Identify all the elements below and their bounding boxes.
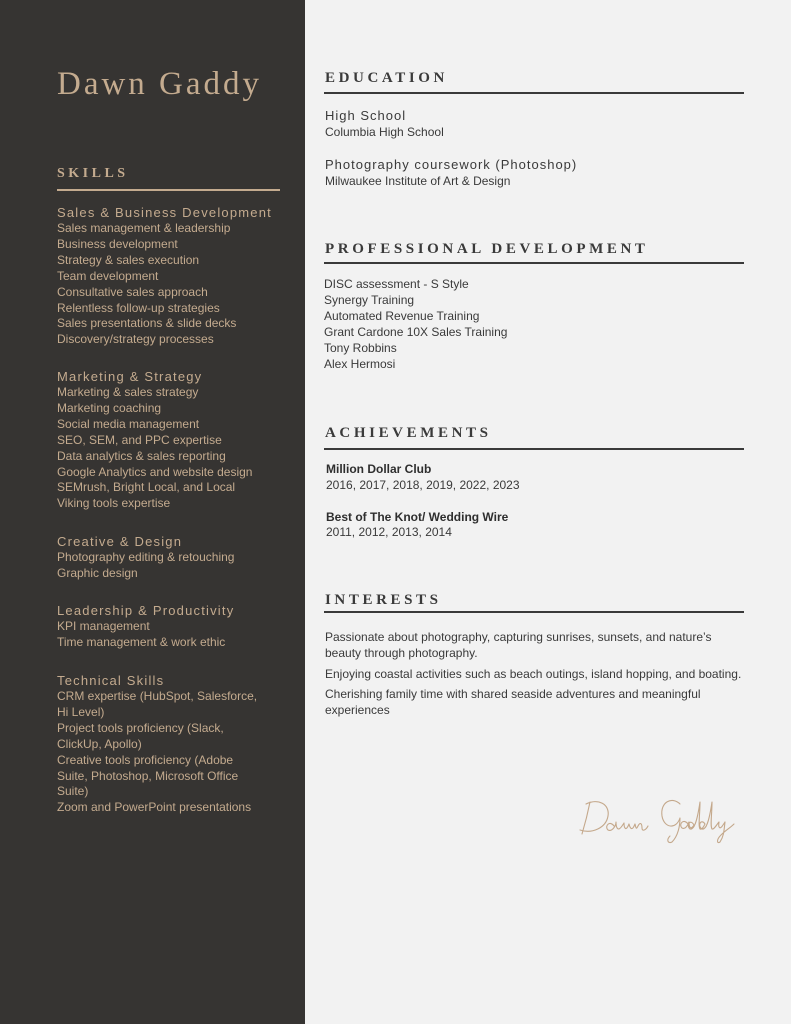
skill-item: Suite, Photoshop, Microsoft Office <box>57 768 239 783</box>
skill-item: SEO, SEM, and PPC expertise <box>57 432 222 447</box>
professional-development-list <box>324 277 507 372</box>
skills-divider <box>57 189 280 191</box>
skill-item: Zoom and PowerPoint presentations <box>57 800 252 815</box>
list-item: Alex Hermosi <box>324 356 396 371</box>
signature-icon <box>576 790 741 845</box>
education-entry-title: High School <box>325 108 407 123</box>
skill-item: Creative tools proficiency (Adobe <box>57 752 234 767</box>
skill-item: Google Analytics and website design <box>57 464 253 479</box>
education-entry-title: Photography coursework (Photoshop) <box>325 157 578 172</box>
skill-item: SEMrush, Bright Local, and Local <box>57 480 236 495</box>
skill-group-heading: Technical Skills <box>57 673 165 688</box>
skill-group-heading: Leadership & Productivity <box>57 603 235 618</box>
skill-group-leadership <box>57 602 289 651</box>
interest-paragraph: Cherishing family time with shared seaside adventures and meaningful experiences <box>325 687 701 717</box>
skill-item: Graphic design <box>57 565 138 580</box>
skill-item: Consultative sales approach <box>57 284 208 299</box>
skill-item: Marketing coaching <box>57 400 162 415</box>
skill-item: Sales management & leadership <box>57 221 231 235</box>
education-entry-school: Milwaukee Institute of Art & Design <box>325 174 511 188</box>
list-item: Synergy Training <box>324 292 415 307</box>
list-item: Grant Cardone 10X Sales Training <box>324 324 508 339</box>
skill-item: Time management & work ethic <box>57 634 226 649</box>
achievement-years: 2011, 2012, 2013, 2014 <box>326 525 452 539</box>
skill-group-heading: Sales & Business Development <box>57 205 272 220</box>
sidebar <box>0 0 305 1024</box>
skill-item: Relentless follow-up strategies <box>57 300 220 315</box>
achievement-title: Million Dollar Club <box>326 462 432 476</box>
skill-group-technical <box>57 672 289 816</box>
skill-item: ClickUp, Apollo) <box>57 736 142 751</box>
skill-item: Social media management <box>57 416 200 431</box>
skill-item: Sales presentations & slide decks <box>57 316 237 331</box>
skill-group-marketing <box>57 368 289 512</box>
professional-development-divider <box>324 262 744 264</box>
achievement-years: 2016, 2017, 2018, 2019, 2022, 2023 <box>326 478 520 492</box>
skill-item: Discovery/strategy processes <box>57 332 214 347</box>
education-entry-school: Columbia High School <box>325 125 444 139</box>
skill-group-heading: Marketing & Strategy <box>57 369 203 384</box>
skill-group-creative <box>57 533 289 582</box>
signature <box>576 790 741 850</box>
list-item: DISC assessment - S Style <box>324 277 469 291</box>
skill-item: Suite) <box>57 784 89 799</box>
skill-group-heading: Creative & Design <box>57 534 183 549</box>
skill-item: Team development <box>57 268 159 283</box>
professional-development-heading: PROFESSIONAL DEVELOPMENT <box>325 241 649 257</box>
skill-item: Project tools proficiency (Slack, <box>57 720 224 735</box>
interests-heading: INTERESTS <box>325 592 442 608</box>
interest-paragraph: Passionate about photography, capturing sunrises, sunsets, and nature’s beauty through photography. <box>325 630 712 660</box>
skill-item: Photography editing & retouching <box>57 550 235 564</box>
skill-item: KPI management <box>57 619 150 633</box>
skill-item: Viking tools expertise <box>57 496 171 511</box>
candidate-name: Dawn Gaddy <box>57 66 263 102</box>
skill-item: Business development <box>57 236 178 251</box>
skill-item: Marketing & sales strategy <box>57 385 199 399</box>
list-item: Automated Revenue Training <box>324 308 480 323</box>
skills-heading: SKILLS <box>57 166 129 181</box>
education-heading: EDUCATION <box>325 70 448 86</box>
skill-item: Hi Level) <box>57 704 105 719</box>
achievements-heading: ACHIEVEMENTS <box>325 425 492 441</box>
skill-group-sales <box>57 204 289 348</box>
skill-item: Data analytics & sales reporting <box>57 448 226 463</box>
list-item: Tony Robbins <box>324 340 397 355</box>
skill-item: CRM expertise (HubSpot, Salesforce, <box>57 689 258 703</box>
achievements-divider <box>324 448 744 450</box>
interests-divider <box>324 611 744 613</box>
interest-paragraph: Enjoying coastal activities such as beach outings, island hopping, and boating. <box>325 667 742 681</box>
achievement-title: Best of The Knot/ Wedding Wire <box>326 510 509 524</box>
skill-item: Strategy & sales execution <box>57 252 200 267</box>
education-divider <box>324 92 744 94</box>
